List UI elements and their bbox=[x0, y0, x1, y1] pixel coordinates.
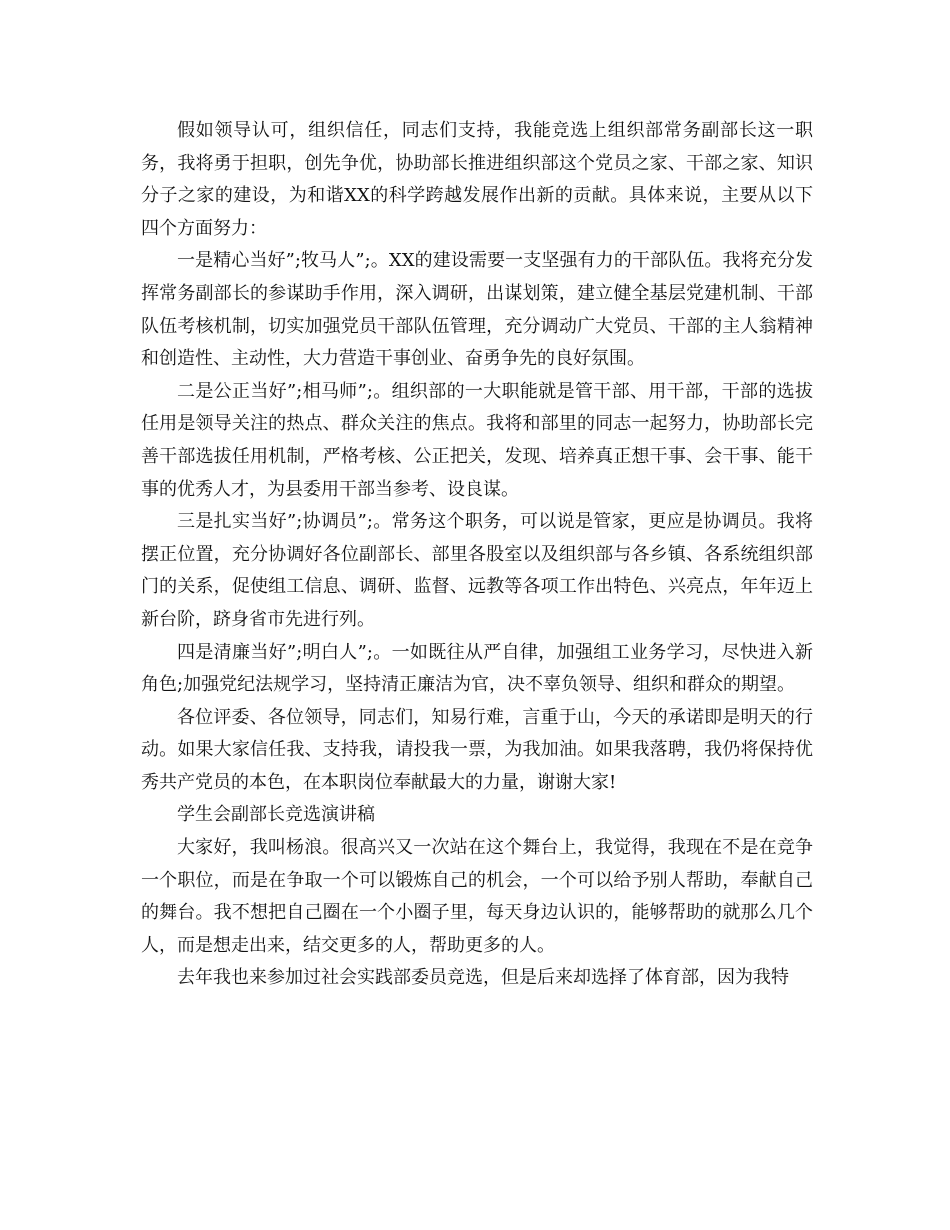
section-title: 学生会副部长竞选演讲稿 bbox=[177, 804, 375, 826]
paragraph-point-three: 三是扎实当好”;协调员”;。常务这个职务，可以说是管家，更应是协调员。我将摆正位置，充分协调好各位副部长、部里各股室以及组织部与各乡镇、各系统组织部门的关系，促使组工信息、调研、监督、远教等各项工作出特色、兴亮点，年年迈上新台阶，跻身省市先进行列。 bbox=[141, 511, 813, 630]
paragraph-greeting: 大家好，我叫杨浪。很高兴又一次站在这个舞台上，我觉得，我现在不是在竞争一个职位，而是在争取一个可以锻炼自己的机会，一个可以给予别人帮助，奉献自己的舞台。我不想把自己圈在一个小圈子里，每天身边认识的，能够帮助的就那么几个人，而是想走出来，结交更多的人，帮助更多的人。 bbox=[141, 837, 813, 956]
paragraph-closing: 各位评委、各位领导，同志们，知易行难，言重于山，今天的承诺即是明天的行动。如果大家信任我、支持我，请投我一票，为我加油。如果我落聘，我仍将保持优秀共产党员的本色，在本职岗位奉献最大的力量，谢谢大家! bbox=[141, 706, 813, 793]
paragraph-last-year: 去年我也来参加过社会实践部委员竞选，但是后来却选择了体育部，因为我特 bbox=[177, 967, 789, 989]
paragraph-point-four: 四是清廉当好”;明白人”;。一如既往从严自律，加强组工业务学习，尽快进入新角色;加强党纪法规学习，坚持清正廉洁为官，决不辜负领导、组织和群众的期望。 bbox=[141, 641, 813, 696]
paragraph-intro: 假如领导认可，组织信任，同志们支持，我能竞选上组织部常务副部长这一职务，我将勇于担职，创先争优，协助部长推进组织部这个党员之家、干部之家、知识分子之家的建设，为和谐XX的科学跨越发展作出新的贡献。具体来说，主要从以下四个方面努力： bbox=[141, 120, 813, 239]
document-body bbox=[141, 115, 813, 995]
paragraph-point-one: 一是精心当好”;牧马人”;。XX的建设需要一支坚强有力的干部队伍。我将充分发挥常务副部长的参谋助手作用，深入调研，出谋划策，建立健全基层党建机制、干部队伍考核机制，切实加强党员干部队伍管理，充分调动广大党员、干部的主人翁精神和创造性、主动性，大力营造干事创业、奋勇争先的良好氛围。 bbox=[141, 250, 813, 370]
paragraph-point-two: 二是公正当好”;相马师”;。组织部的一大职能就是管干部、用干部，干部的选拔任用是领导关注的热点、群众关注的焦点。我将和部里的同志一起努力，协助部长完善干部选拔任用机制，严格考核、公正把关，发现、培养真正想干事、会干事、能干事的优秀人才，为县委用干部当参考、设良谋。 bbox=[141, 380, 813, 500]
